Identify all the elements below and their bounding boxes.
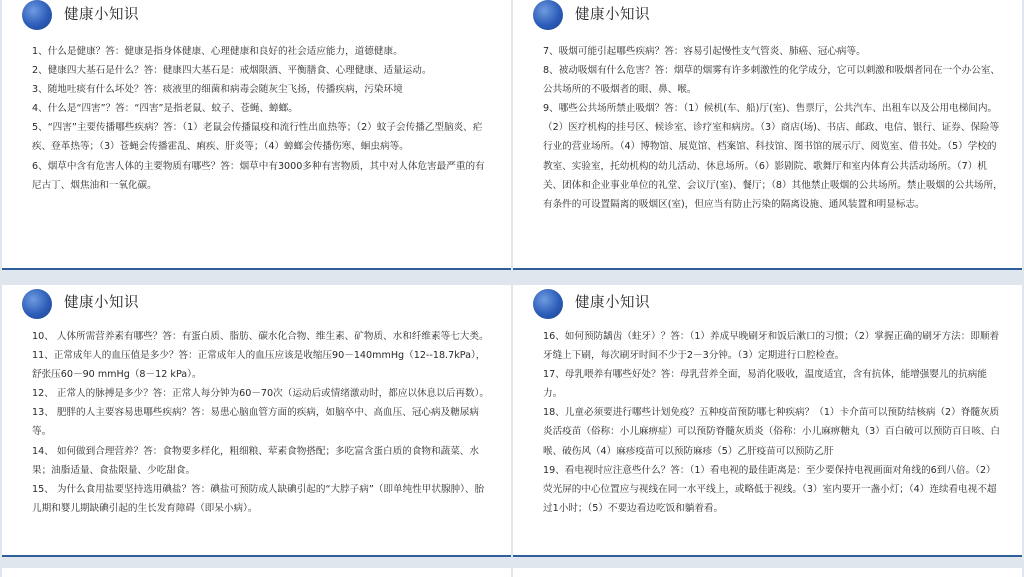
paragraph: 17、母乳喂养有哪些好处？答：母乳营养全面，易消化吸收，温度适宜，含有抗体，能增强婴儿的抗病能力。 (543, 369, 987, 400)
paragraph: 15、 为什么食用盐要坚持选用碘盐？答：碘盐可预防成人缺碘引起的“大脖子病”（即单纯性甲状腺肿）、胎儿期和婴儿期缺碘引起的生长发育障碍（即呆小病）。 (32, 483, 485, 514)
panel-body (543, 327, 1003, 518)
panel-title: 健康小知识 (575, 295, 650, 311)
paragraph: 1、什么是健康？答：健康是指身体健康、心理健康和良好的社会适应能力，道德健康。 (32, 46, 403, 57)
panel-body (543, 42, 1003, 214)
paragraph: 16、如何预防龋齿（蛀牙）？答：（1）养成早晚刷牙和饭后漱口的习惯；（2）掌握正确的刷牙方法：即顺着牙缝上下刷，每次刷牙时间不少于2－3分钟。（3）定期进行口腔检查。 (543, 331, 1000, 362)
paragraph: 14、 如何做到合理营养？答：食物要多样化，粗细粮、荤素食物搭配；多吃富含蛋白质的食物和蔬菜、水果；油脂适量、食盐限量、少吃甜食。 (32, 445, 479, 476)
paragraph: 13、 肥胖的人主要容易患哪些疾病？答：易患心脑血管方面的疾病，如脑卒中、高血压、冠心病及糖尿病等。 (32, 407, 479, 438)
paragraph: 9、哪些公共场所禁止吸烟？答：（1）候机(车、船)厅(室)、售票厅，公共汽车、出租车以及公用电梯间内。（2）医疗机构的挂号区、候诊室、诊疗室和病房。（3）商店(场)、书店、邮政、电信、银行、证券、保险等行业的营业场所。（4）博物馆、展览馆、档案馆、科技馆、图书馆的展示厅、阅览室、借书处。（5）学校的教室、实验室，托幼机构的幼儿活动、休息场所。（6）影剧院、歌舞厅和室内体育公共活动场所。（7）机关、团体和企业事业单位的礼堂、会议厅(室)、餐厅；（8）其他禁止吸烟的公共场所。禁止吸烟的公共场所，有条件的可设置隔离的吸烟区(室)，但应当有防止污染的隔离设施、通风装置和明显标志。 (543, 103, 1003, 210)
paragraph: 4、什么是“四害”？答：“四害”是指老鼠、蚊子、苍蝇、蟑螂。 (32, 103, 298, 115)
paragraph: 18、儿童必须要进行哪些计划免疫？五种疫苗预防哪七种疾病？（1）卡介苗可以预防结核病（2）脊髓灰质炎活疫苗（俗称：小儿麻痹症）可以预防脊髓灰质炎（俗称：小儿麻痹糖丸（3）百白破可以预防百日咳、白喉、破伤风（4）麻疹疫苗可以预防麻疹（5）乙肝疫苗可以预防乙肝 (543, 407, 1001, 457)
panel-body (32, 42, 492, 195)
paragraph: 2、健康四大基石是什么？答：健康四大基石是：戒烟限酒、平衡膳食、心理健康、适量运动。 (32, 65, 432, 77)
panel-title: 健康小知识 (64, 295, 139, 311)
circle-icon (22, 0, 52, 30)
paragraph: 5、“四害”主要传播哪些疾病？答：（1）老鼠会传播鼠疫和流行性出血热等；（2）蚊子会传播乙型脑炎、疟疾、登革热等；（3）苍蝇会传播霍乱、痢疾、肝炎等；（4）蟑螂会传播伤寒、蛔虫病等。 (32, 122, 483, 153)
paragraph: 6、烟草中含有危害人体的主要物质有哪些？答：烟草中有3000多种有害物质，其中对人体危害最严重的有尼古丁、烟焦油和一氧化碳。 (32, 160, 485, 191)
paragraph: 3、随地吐痰有什么坏处？答：痰液里的细菌和病毒会随灰尘飞扬，传播疾病，污染环境 (32, 84, 403, 96)
circle-icon (533, 0, 563, 30)
slide-panel-6-partial[interactable] (513, 568, 1022, 577)
paragraph: 8、被动吸烟有什么危害？答：烟草的烟雾有许多刺激性的化学成分，它可以刺激和吸烟者同在一个办公室、公共场所的不吸烟者的眼、鼻、喉。 (543, 65, 1001, 96)
panel-title: 健康小知识 (64, 7, 139, 23)
circle-icon (22, 289, 52, 319)
slide-panel-5-partial[interactable] (2, 568, 511, 577)
paragraph: 7、吸烟可能引起哪些疾病？答：容易引起慢性支气管炎、肺癌、冠心病等。 (543, 46, 866, 57)
slide-panel-3[interactable] (2, 285, 511, 557)
paragraph: 12、 正常人的脉搏是多少？答：正常人每分钟为60－70次（运动后或情绪激动时，都应以休息以后再数）。 (32, 388, 489, 400)
slide-panel-4[interactable] (513, 285, 1022, 557)
panel-body (32, 327, 492, 518)
panel-title: 健康小知识 (575, 7, 650, 23)
paragraph: 19、看电视时应注意些什么？答：（1）看电视的最佳距离是：至少要保持电视画面对角线的6到八倍。（2）荧光屏的中心位置应与视线在同一水平线上，或略低于视线。（3）室内要开一盏小灯；（4）连续看电视不超过1小时；（5）不要边看边吃饭和躺着看。 (543, 464, 997, 514)
slide-panel-1[interactable] (2, 0, 511, 270)
circle-icon (533, 289, 563, 319)
slide-panel-2[interactable] (513, 0, 1022, 270)
paragraph: 10、 人体所需营养素有哪些？答：有蛋白质、脂肪、碳水化合物、维生素、矿物质、水和纤维素等七大类。11、正常成年人的血压值是多少？答：正常成年人的血压应该是收缩压90－140mmHg（12--18.7kPa），舒张压60－90 mmHg（8－12 kPa）。 (32, 331, 489, 381)
